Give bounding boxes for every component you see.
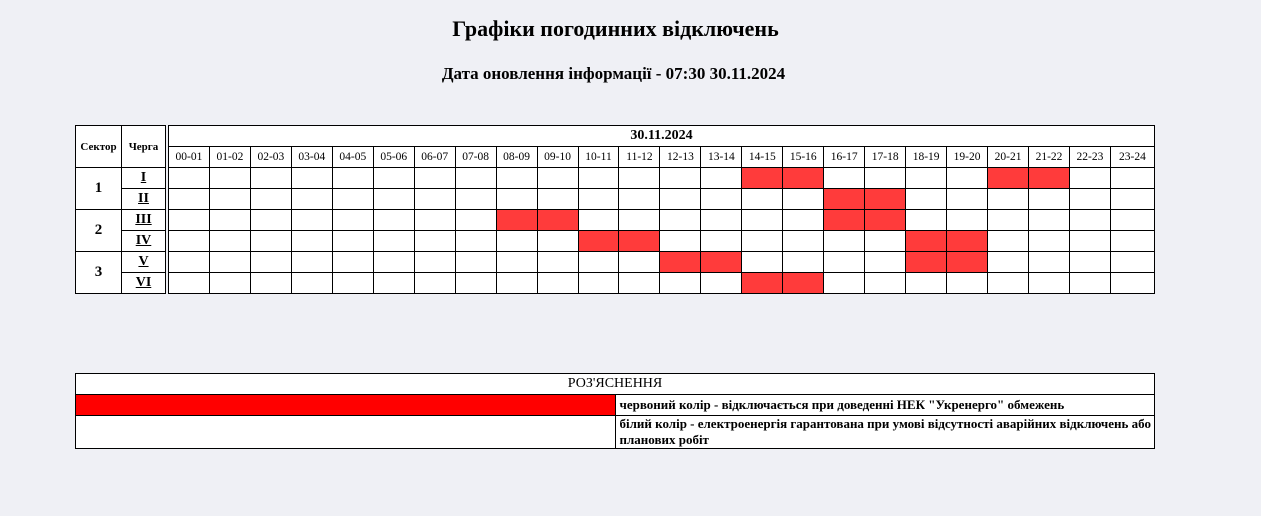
available-cell: [865, 273, 906, 294]
outage-cell: [906, 252, 947, 273]
available-cell: [414, 168, 455, 189]
hour-header-cell: 03-04: [291, 147, 332, 168]
available-cell: [332, 168, 373, 189]
available-cell: [169, 189, 210, 210]
queue-cell-1[interactable]: [122, 168, 166, 189]
available-cell: [455, 252, 496, 273]
outage-cell: [824, 210, 865, 231]
queue-link-6[interactable]: VI: [135, 275, 152, 290]
schedule-row-queue-3: [169, 210, 1155, 231]
available-cell: [169, 273, 210, 294]
hourly-schedule-grid: [168, 125, 1155, 294]
available-cell: [1110, 168, 1154, 189]
available-cell: [783, 252, 824, 273]
queue-column-header: Черга: [122, 126, 166, 168]
available-cell: [209, 273, 250, 294]
schedule-row-queue-5: [169, 252, 1155, 273]
available-cell: [414, 252, 455, 273]
available-cell: [250, 210, 291, 231]
available-cell: [291, 252, 332, 273]
available-cell: [332, 252, 373, 273]
available-cell: [906, 273, 947, 294]
queue-link-4[interactable]: IV: [135, 233, 152, 248]
available-cell: [906, 168, 947, 189]
available-cell: [824, 231, 865, 252]
available-cell: [947, 168, 988, 189]
available-cell: [1110, 189, 1154, 210]
available-cell: [988, 273, 1029, 294]
available-cell: [291, 231, 332, 252]
page-title: Графіки погодинних відключень: [452, 16, 779, 41]
outage-cell: [496, 210, 537, 231]
schedule-row-queue-4: [169, 231, 1155, 252]
available-cell: [660, 189, 701, 210]
available-cell: [1029, 252, 1070, 273]
hour-header-cell: 04-05: [332, 147, 373, 168]
legend-swatch-red: [76, 395, 616, 416]
available-cell: [537, 231, 578, 252]
schedule-row-queue-2: [169, 189, 1155, 210]
outage-cell: [824, 189, 865, 210]
available-cell: [496, 189, 537, 210]
available-cell: [169, 252, 210, 273]
available-cell: [619, 168, 660, 189]
queue-cell-3[interactable]: [122, 210, 166, 231]
available-cell: [1110, 210, 1154, 231]
schedule-row-queue-1: [169, 168, 1155, 189]
available-cell: [742, 210, 783, 231]
available-cell: [1069, 273, 1110, 294]
available-cell: [373, 168, 414, 189]
legend-title: РОЗ'ЯСНЕННЯ: [76, 374, 1155, 395]
available-cell: [1110, 273, 1154, 294]
available-cell: [169, 231, 210, 252]
available-cell: [209, 252, 250, 273]
available-cell: [414, 210, 455, 231]
legend-text-red: червоний колір - відключається при доведенні НЕК "Укренерго" обмежень: [615, 395, 1155, 416]
available-cell: [619, 189, 660, 210]
sector-column-header: Сектор: [76, 126, 122, 168]
available-cell: [373, 210, 414, 231]
available-cell: [660, 231, 701, 252]
available-cell: [455, 168, 496, 189]
sector-cell-2: 2: [76, 210, 122, 252]
available-cell: [1069, 252, 1110, 273]
available-cell: [250, 189, 291, 210]
outage-cell: [865, 189, 906, 210]
hour-header-cell: 20-21: [988, 147, 1029, 168]
legend-swatch-white: [76, 416, 616, 449]
available-cell: [947, 189, 988, 210]
queue-cell-4[interactable]: [122, 231, 166, 252]
sector-queue-table: [75, 125, 166, 294]
available-cell: [865, 252, 906, 273]
available-cell: [578, 252, 619, 273]
hour-header-cell: 19-20: [947, 147, 988, 168]
available-cell: [619, 273, 660, 294]
queue-link-3[interactable]: III: [135, 212, 152, 227]
available-cell: [414, 189, 455, 210]
available-cell: [578, 273, 619, 294]
available-cell: [988, 189, 1029, 210]
hour-header-cell: 16-17: [824, 147, 865, 168]
queue-cell-5[interactable]: [122, 252, 166, 273]
available-cell: [537, 189, 578, 210]
available-cell: [496, 252, 537, 273]
available-cell: [1069, 231, 1110, 252]
hour-header-cell: 14-15: [742, 147, 783, 168]
available-cell: [332, 189, 373, 210]
hour-header-cell: 11-12: [619, 147, 660, 168]
available-cell: [496, 168, 537, 189]
outage-cell: [906, 231, 947, 252]
available-cell: [988, 252, 1029, 273]
hour-header-cell: 23-24: [1110, 147, 1154, 168]
hour-header-cell: 05-06: [373, 147, 414, 168]
hour-header-cell: 18-19: [906, 147, 947, 168]
legend-text-white: білий колір - електроенергія гарантована при умові відсутності аварійних відключень або планових робіт: [615, 416, 1155, 449]
update-date-subtitle: Дата оновлення інформації - 07:30 30.11.2024: [441, 64, 786, 83]
available-cell: [906, 189, 947, 210]
outage-cell: [742, 273, 783, 294]
available-cell: [414, 231, 455, 252]
hour-header-cell: 17-18: [865, 147, 906, 168]
outage-cell: [742, 168, 783, 189]
hour-header-cell: 21-22: [1029, 147, 1070, 168]
available-cell: [332, 210, 373, 231]
available-cell: [660, 210, 701, 231]
available-cell: [1110, 252, 1154, 273]
available-cell: [578, 189, 619, 210]
outage-cell: [947, 252, 988, 273]
available-cell: [1069, 189, 1110, 210]
available-cell: [701, 168, 742, 189]
outage-cell: [783, 273, 824, 294]
available-cell: [824, 168, 865, 189]
hour-header-cell: 10-11: [578, 147, 619, 168]
available-cell: [250, 168, 291, 189]
available-cell: [988, 231, 1029, 252]
queue-cell-6[interactable]: [122, 273, 166, 294]
sector-cell-1: 1: [76, 168, 122, 210]
outage-cell: [865, 210, 906, 231]
available-cell: [209, 189, 250, 210]
available-cell: [496, 231, 537, 252]
available-cell: [1110, 231, 1154, 252]
available-cell: [414, 273, 455, 294]
outage-cell: [619, 231, 660, 252]
available-cell: [865, 168, 906, 189]
hour-header-cell: 06-07: [414, 147, 455, 168]
available-cell: [250, 273, 291, 294]
available-cell: [373, 189, 414, 210]
available-cell: [824, 273, 865, 294]
available-cell: [701, 273, 742, 294]
available-cell: [947, 210, 988, 231]
available-cell: [660, 168, 701, 189]
available-cell: [496, 273, 537, 294]
available-cell: [783, 189, 824, 210]
available-cell: [291, 210, 332, 231]
available-cell: [1029, 210, 1070, 231]
hour-header-cell: 00-01: [169, 147, 210, 168]
available-cell: [455, 189, 496, 210]
queue-link-5[interactable]: V: [138, 254, 149, 269]
available-cell: [291, 189, 332, 210]
available-cell: [619, 210, 660, 231]
available-cell: [1069, 168, 1110, 189]
available-cell: [701, 231, 742, 252]
available-cell: [373, 231, 414, 252]
queue-link-2[interactable]: II: [138, 191, 149, 206]
schedule-row-queue-6: [169, 273, 1155, 294]
hour-header-cell: 12-13: [660, 147, 701, 168]
available-cell: [332, 231, 373, 252]
available-cell: [537, 252, 578, 273]
available-cell: [578, 168, 619, 189]
available-cell: [169, 168, 210, 189]
available-cell: [250, 231, 291, 252]
available-cell: [824, 252, 865, 273]
outage-cell: [660, 252, 701, 273]
outage-cell: [988, 168, 1029, 189]
available-cell: [250, 252, 291, 273]
available-cell: [1029, 273, 1070, 294]
available-cell: [537, 168, 578, 189]
available-cell: [332, 273, 373, 294]
available-cell: [537, 273, 578, 294]
outage-cell: [1029, 168, 1070, 189]
outage-cell: [783, 168, 824, 189]
schedule-date-header: 30.11.2024: [169, 126, 1155, 147]
hour-header-cell: 07-08: [455, 147, 496, 168]
available-cell: [291, 273, 332, 294]
available-cell: [947, 273, 988, 294]
available-cell: [742, 252, 783, 273]
available-cell: [455, 273, 496, 294]
outage-cell: [701, 252, 742, 273]
available-cell: [169, 210, 210, 231]
hour-header-cell: 01-02: [209, 147, 250, 168]
available-cell: [906, 210, 947, 231]
available-cell: [373, 252, 414, 273]
available-cell: [209, 210, 250, 231]
hour-header-cell: 09-10: [537, 147, 578, 168]
available-cell: [865, 231, 906, 252]
hour-header-cell: 08-09: [496, 147, 537, 168]
outage-cell: [537, 210, 578, 231]
available-cell: [1069, 210, 1110, 231]
hour-header-cell: 02-03: [250, 147, 291, 168]
queue-link-1[interactable]: I: [140, 170, 147, 185]
available-cell: [209, 231, 250, 252]
available-cell: [783, 231, 824, 252]
available-cell: [742, 231, 783, 252]
available-cell: [455, 210, 496, 231]
available-cell: [783, 210, 824, 231]
available-cell: [455, 231, 496, 252]
sector-cell-3: 3: [76, 252, 122, 294]
available-cell: [619, 252, 660, 273]
outage-cell: [947, 231, 988, 252]
queue-cell-2[interactable]: [122, 189, 166, 210]
available-cell: [988, 210, 1029, 231]
available-cell: [291, 168, 332, 189]
available-cell: [578, 210, 619, 231]
legend-table: [75, 373, 1155, 449]
available-cell: [209, 168, 250, 189]
available-cell: [1029, 189, 1070, 210]
available-cell: [373, 273, 414, 294]
hour-header-cell: 22-23: [1069, 147, 1110, 168]
outage-cell: [578, 231, 619, 252]
hour-header-cell: 15-16: [783, 147, 824, 168]
available-cell: [1029, 231, 1070, 252]
hour-header-cell: 13-14: [701, 147, 742, 168]
available-cell: [742, 189, 783, 210]
available-cell: [701, 210, 742, 231]
available-cell: [660, 273, 701, 294]
available-cell: [701, 189, 742, 210]
